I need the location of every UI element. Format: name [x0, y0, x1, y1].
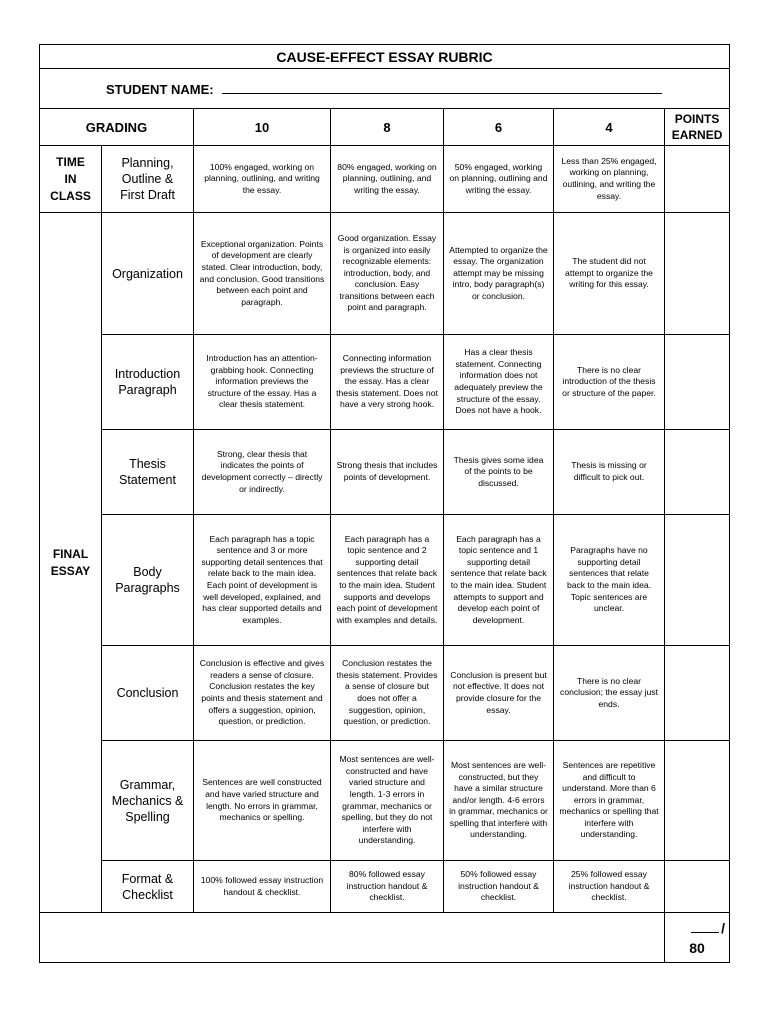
- rubric-cell: 100% followed essay instruction handout & checklist.: [194, 861, 331, 913]
- criterion-format-checklist: Format & Checklist: [102, 861, 194, 913]
- rubric-cell: Conclusion is effective and gives readers a sense of closure. Conclusion restates the key points and thesis statement and offers a suggestion, opinion, question, or prediction.: [194, 646, 331, 741]
- points-earned-cell[interactable]: [665, 430, 730, 515]
- criterion-organization: Organization: [102, 213, 194, 335]
- points-earned-cell[interactable]: [665, 515, 730, 646]
- rubric-cell: Thesis is missing or difficult to pick out.: [554, 430, 665, 515]
- rubric-cell: Sentences are repetitive and difficult to understand. More than 6 errors in grammar, mechanics or spelling that interfere with understanding.: [554, 741, 665, 861]
- rubric-cell: Good organization. Essay is organized into easily recognizable elements: introduction, body, and conclusion. Easy transitions between each point and paragraph.: [331, 213, 444, 335]
- criterion-body-paragraphs: Body Paragraphs: [102, 515, 194, 646]
- total-score-cell[interactable]: [665, 913, 730, 963]
- criterion-introduction-paragraph: Introduction Paragraph: [102, 335, 194, 430]
- rubric-cell: Most sentences are well-constructed and have varied structure and length. 1-3 errors in grammar, mechanics or spelling, but they do not interfere with understanding.: [331, 741, 444, 861]
- total-denominator: 80: [689, 939, 705, 956]
- score-header-8: 8: [331, 109, 444, 146]
- rubric-cell: Less than 25% engaged, working on planning, outlining, and writing the essay.: [554, 146, 665, 213]
- rubric-table: [39, 44, 730, 963]
- rubric-cell: Has a clear thesis statement. Connecting information does not adequately preview the structure of the essay. Does not have a hook.: [444, 335, 554, 430]
- rubric-cell: There is no clear conclusion; the essay just ends.: [554, 646, 665, 741]
- rubric-cell: Each paragraph has a topic sentence and 2 supporting detail sentences that relate back to the main idea. Student supports and develops each point of development with examples and details.: [331, 515, 444, 646]
- rubric-cell: Strong thesis that includes points of development.: [331, 430, 444, 515]
- total-score-blank[interactable]: [691, 922, 719, 933]
- total-slash: /: [721, 919, 726, 936]
- rubric-cell: 25% followed essay instruction handout & checklist.: [554, 861, 665, 913]
- points-earned-cell[interactable]: [665, 741, 730, 861]
- rubric-cell: Sentences are well constructed and have varied structure and length. No errors in grammar, mechanics or spelling.: [194, 741, 331, 861]
- rubric-cell: Connecting information previews the structure of the essay. Has a clear thesis statement. Does not have a very strong hook.: [331, 335, 444, 430]
- total-blank-area: [40, 913, 665, 963]
- criterion-planning: Planning, Outline & First Draft: [102, 146, 194, 213]
- student-name-field[interactable]: [222, 81, 662, 94]
- points-earned-cell[interactable]: [665, 213, 730, 335]
- rubric-cell: Thesis gives some idea of the points to be discussed.: [444, 430, 554, 515]
- points-earned-cell[interactable]: [665, 861, 730, 913]
- rubric-cell: The student did not attempt to organize the writing for this essay.: [554, 213, 665, 335]
- student-name-row: [40, 69, 730, 109]
- score-header-6: 6: [444, 109, 554, 146]
- rubric-title: CAUSE-EFFECT ESSAY RUBRIC: [40, 45, 730, 69]
- student-name-label: STUDENT NAME:: [106, 81, 214, 97]
- rubric-cell: Paragraphs have no supporting detail sentences that relate back to the main idea. Topic sentences are unclear.: [554, 515, 665, 646]
- rubric-cell: 80% followed essay instruction handout & checklist.: [331, 861, 444, 913]
- criterion-grammar-mechanics-spelling: Grammar, Mechanics & Spelling: [102, 741, 194, 861]
- grading-header: GRADING: [40, 109, 194, 146]
- score-header-10: 10: [194, 109, 331, 146]
- rubric-cell: 80% engaged, working on planning, outlining, and writing the essay.: [331, 146, 444, 213]
- rubric-cell: Conclusion is present but not effective. It does not provide closure for the essay.: [444, 646, 554, 741]
- points-earned-header: POINTS EARNED: [665, 109, 730, 146]
- rubric-cell: 50% followed essay instruction handout & checklist.: [444, 861, 554, 913]
- rubric-cell: Each paragraph has a topic sentence and 3 or more supporting detail sentences that relate back to the main idea. Each point of development is well developed, explained, and has clear supported details and examples.: [194, 515, 331, 646]
- rubric-cell: Each paragraph has a topic sentence and 1 supporting detail sentence that relate back to the main idea. Student attempts to support and develop each point of development.: [444, 515, 554, 646]
- rubric-cell: There is no clear introduction of the thesis or structure of the paper.: [554, 335, 665, 430]
- criterion-conclusion: Conclusion: [102, 646, 194, 741]
- section-final-essay: FINAL ESSAY: [40, 213, 102, 913]
- points-earned-cell[interactable]: [665, 146, 730, 213]
- points-earned-cell[interactable]: [665, 646, 730, 741]
- rubric-cell: 50% engaged, working on planning, outlining and writing the essay.: [444, 146, 554, 213]
- section-time-in-class: TIME IN CLASS: [40, 146, 102, 213]
- rubric-cell: 100% engaged, working on planning, outlining, and writing the essay.: [194, 146, 331, 213]
- rubric-cell: Introduction has an attention-grabbing hook. Connecting information previews the structure of the essay. Has a clear thesis statement.: [194, 335, 331, 430]
- score-header-4: 4: [554, 109, 665, 146]
- rubric-cell: Conclusion restates the thesis statement. Provides a sense of closure but does not offer a suggestion, opinion, question, or prediction.: [331, 646, 444, 741]
- points-earned-cell[interactable]: [665, 335, 730, 430]
- rubric-cell: Strong, clear thesis that indicates the points of development correctly – directly or indirectly.: [194, 430, 331, 515]
- rubric-cell: Exceptional organization. Points of development are clearly stated. Clear introduction, body, and conclusion. Good transitions between each point and paragraph.: [194, 213, 331, 335]
- rubric-cell: Most sentences are well-constructed, but they have a similar structure and/or length. 4-6 errors in grammar, mechanics or spelling that interfere with understanding.: [444, 741, 554, 861]
- rubric-cell: Attempted to organize the essay. The organization attempt may be missing intro, body paragraph(s) or conclusion.: [444, 213, 554, 335]
- criterion-thesis-statement: Thesis Statement: [102, 430, 194, 515]
